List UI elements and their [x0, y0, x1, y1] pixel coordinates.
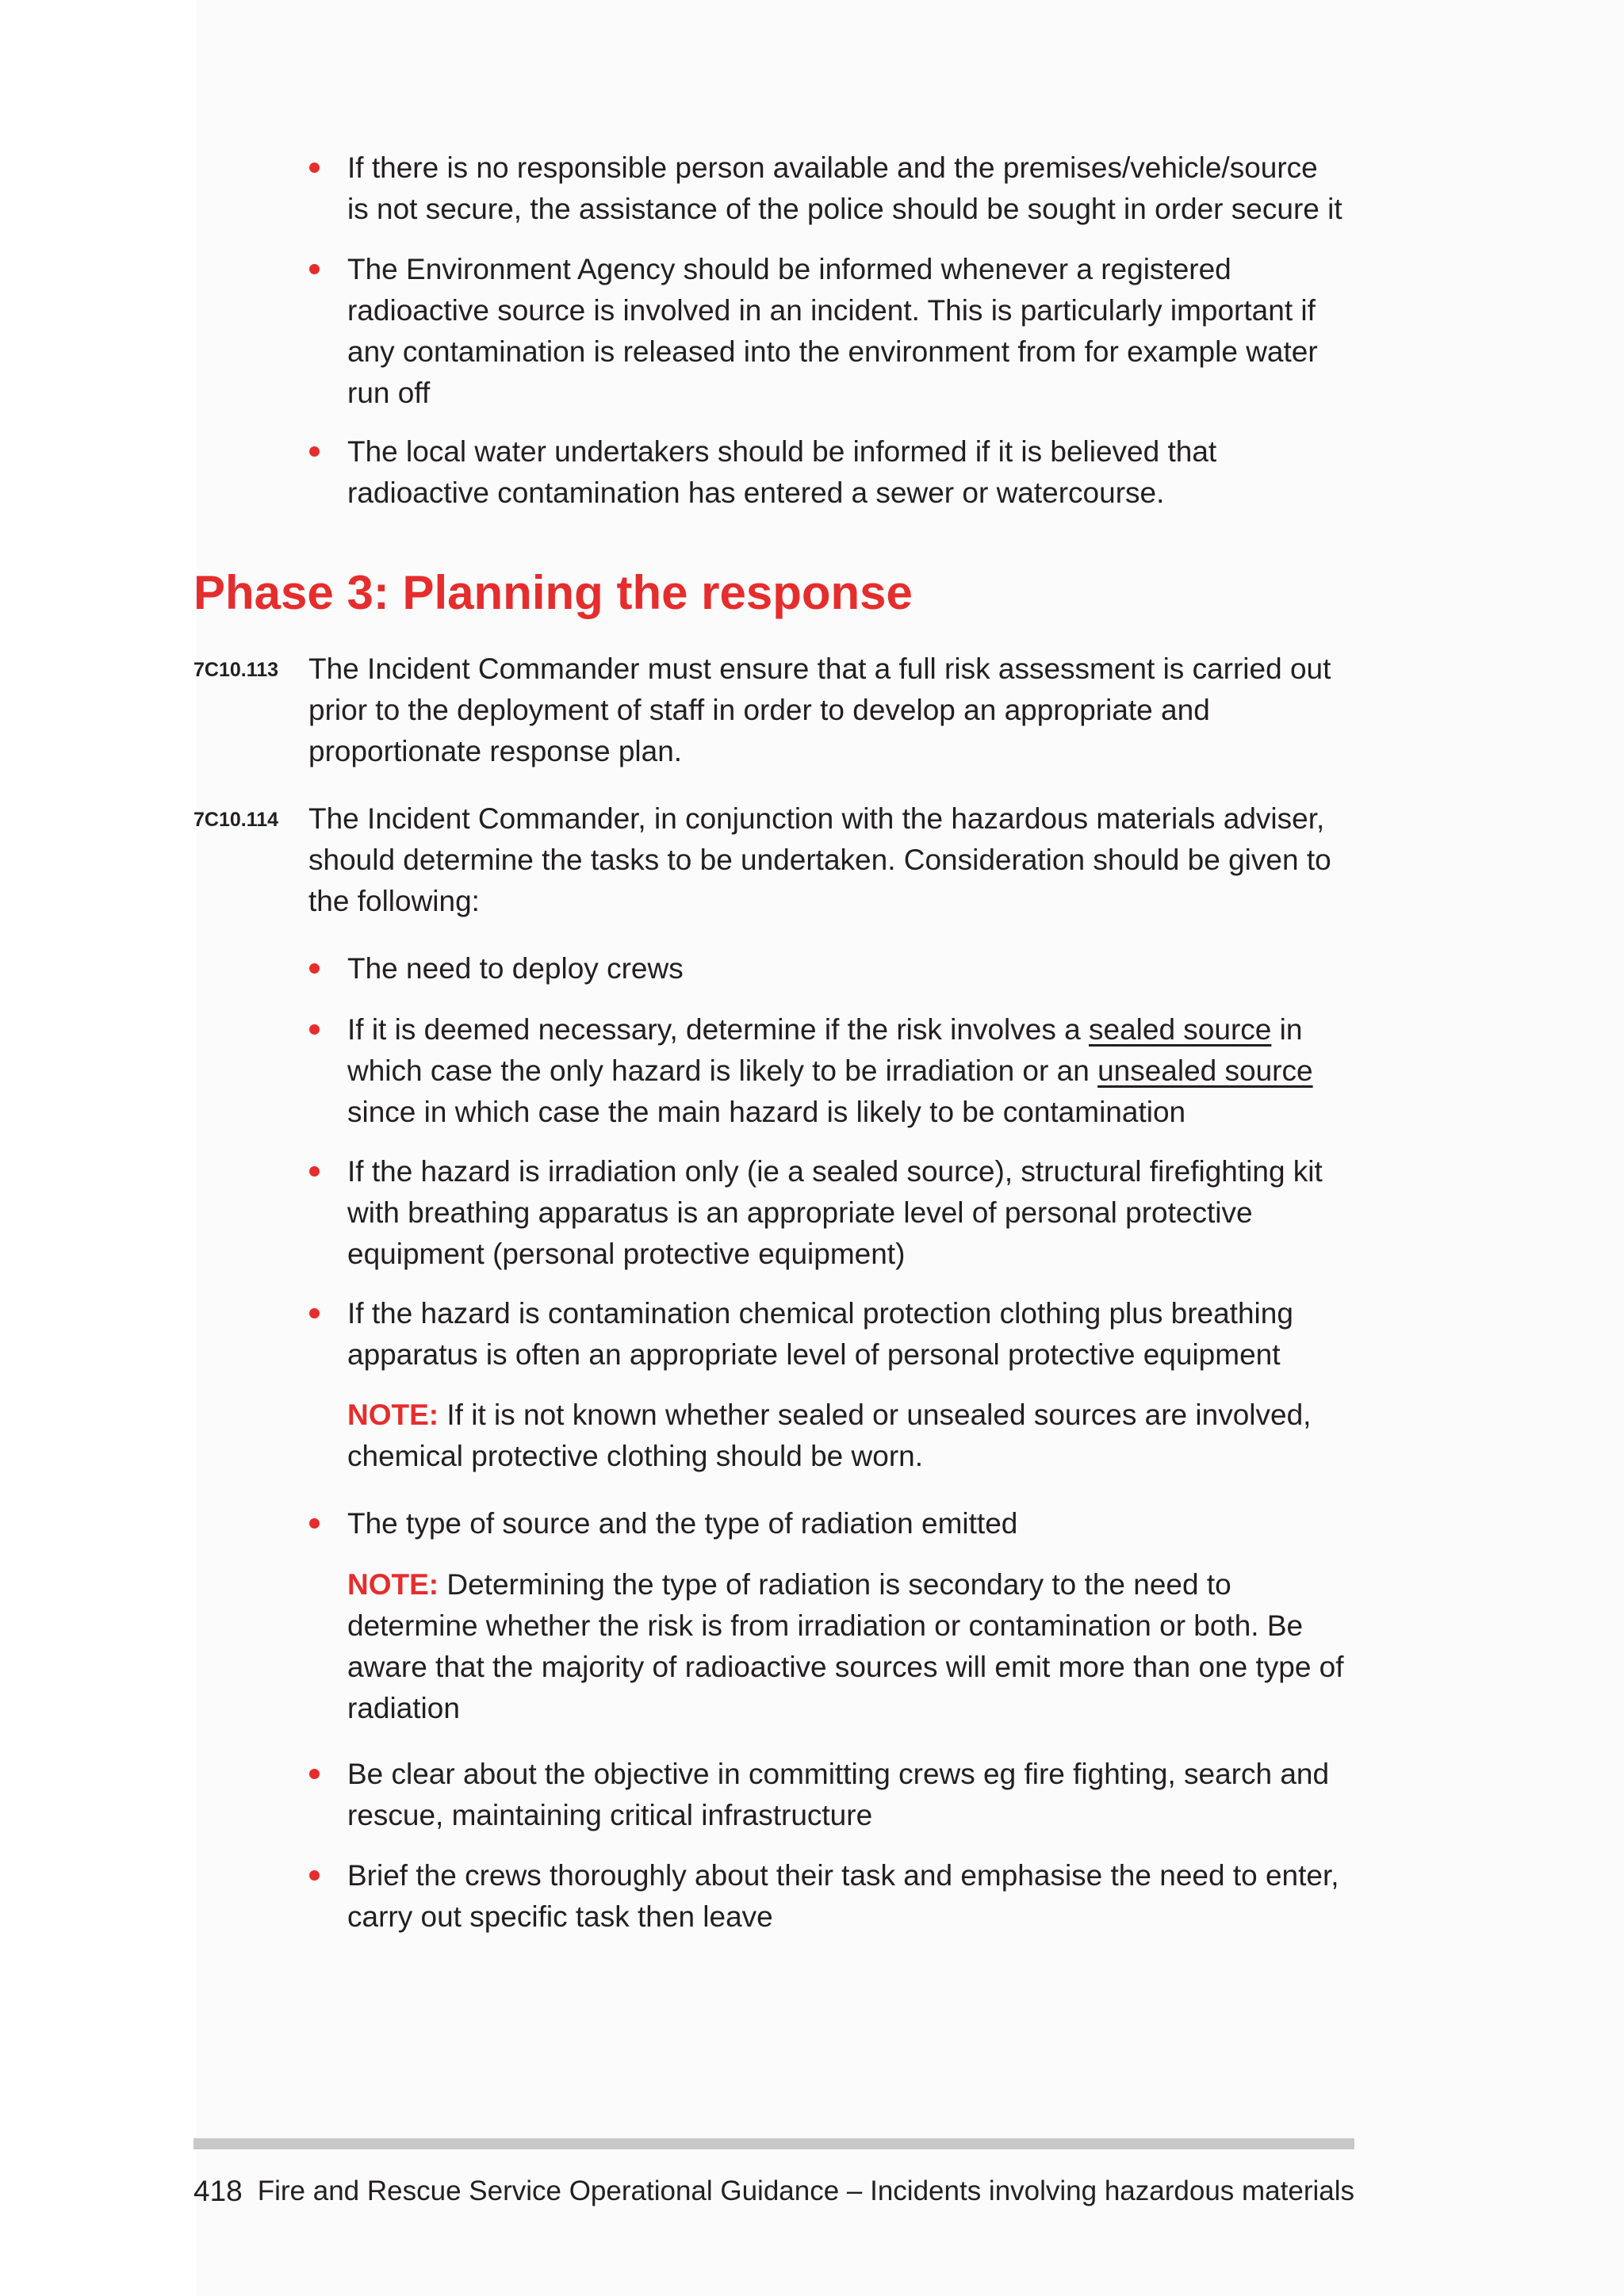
sealed-source-link[interactable]: sealed source: [1089, 1013, 1272, 1046]
list-item-text: since in which case the main hazard is likely to be contamination: [347, 1096, 1186, 1128]
note-label: NOTE:: [347, 1568, 439, 1601]
list-item: If there is no responsible person available and the premises/vehicle/source is not secure, the assistance of the police should be sought in order secure it: [347, 147, 1346, 230]
page-number: 418: [193, 2175, 243, 2207]
note: [347, 1395, 1354, 1477]
list-item: If the hazard is contamination chemical protection clothing plus breathing apparatus is often an appropriate level of personal protective equipment: [347, 1293, 1346, 1376]
paragraph-number: 7C10.113: [193, 659, 279, 681]
paragraph-number: 7C10.114: [193, 809, 279, 831]
list-item: The Environment Agency should be informed whenever a registered radioactive source is involved in an incident. This is particularly important if any contamination is released into the environment from for example water run off: [347, 249, 1346, 414]
list-item-text: in which case the only hazard is likely to be irradiation or an: [347, 1013, 1303, 1087]
note-text: Determining the type of radiation is secondary to the need to determine whether the risk is from irradiation or contamination or both. Be aware that the majority of radioactive sources will emit more than one type of radiation: [347, 1568, 1344, 1724]
list-item: Be clear about the objective in committing crews eg fire fighting, search and rescue, maintaining critical infrastructure: [347, 1754, 1346, 1836]
section-heading: Phase 3: Planning the response: [193, 566, 913, 619]
list-item: The local water undertakers should be informed if it is believed that radioactive contamination has entered a sewer or watercourse.: [347, 431, 1346, 514]
list-item: [347, 1009, 1346, 1133]
list-item: The need to deploy crews: [347, 948, 1346, 989]
paragraph-text: The Incident Commander, in conjunction with the hazardous materials adviser, should determine the tasks to be undertaken. Consideration should be given to the following:: [308, 802, 1331, 917]
list-item: If the hazard is irradiation only (ie a sealed source), structural firefighting kit with breathing apparatus is an appropriate level of personal protective equipment (personal protective equipment): [347, 1151, 1346, 1275]
list-item-text: If it is deemed necessary, determine if the risk involves a: [347, 1013, 1089, 1046]
paragraph-text: The Incident Commander must ensure that a full risk assessment is carried out prior to the deployment of staff in order to develop an appropriate and proportionate response plan.: [308, 652, 1331, 767]
note: [347, 1564, 1354, 1729]
list-item: Brief the crews thoroughly about their task and emphasise the need to enter, carry out specific task then leave: [347, 1855, 1346, 1938]
unsealed-source-link[interactable]: unsealed source: [1097, 1054, 1313, 1087]
list-item: The type of source and the type of radiation emitted: [347, 1503, 1346, 1544]
footer-title: Fire and Rescue Service Operational Guidance – Incidents involving hazardous materials: [257, 2175, 1354, 2206]
note-label: NOTE:: [347, 1399, 439, 1431]
note-text: If it is not known whether sealed or unsealed sources are involved, chemical protective clothing should be worn.: [347, 1399, 1312, 1472]
footer-divider: [193, 2138, 1354, 2149]
